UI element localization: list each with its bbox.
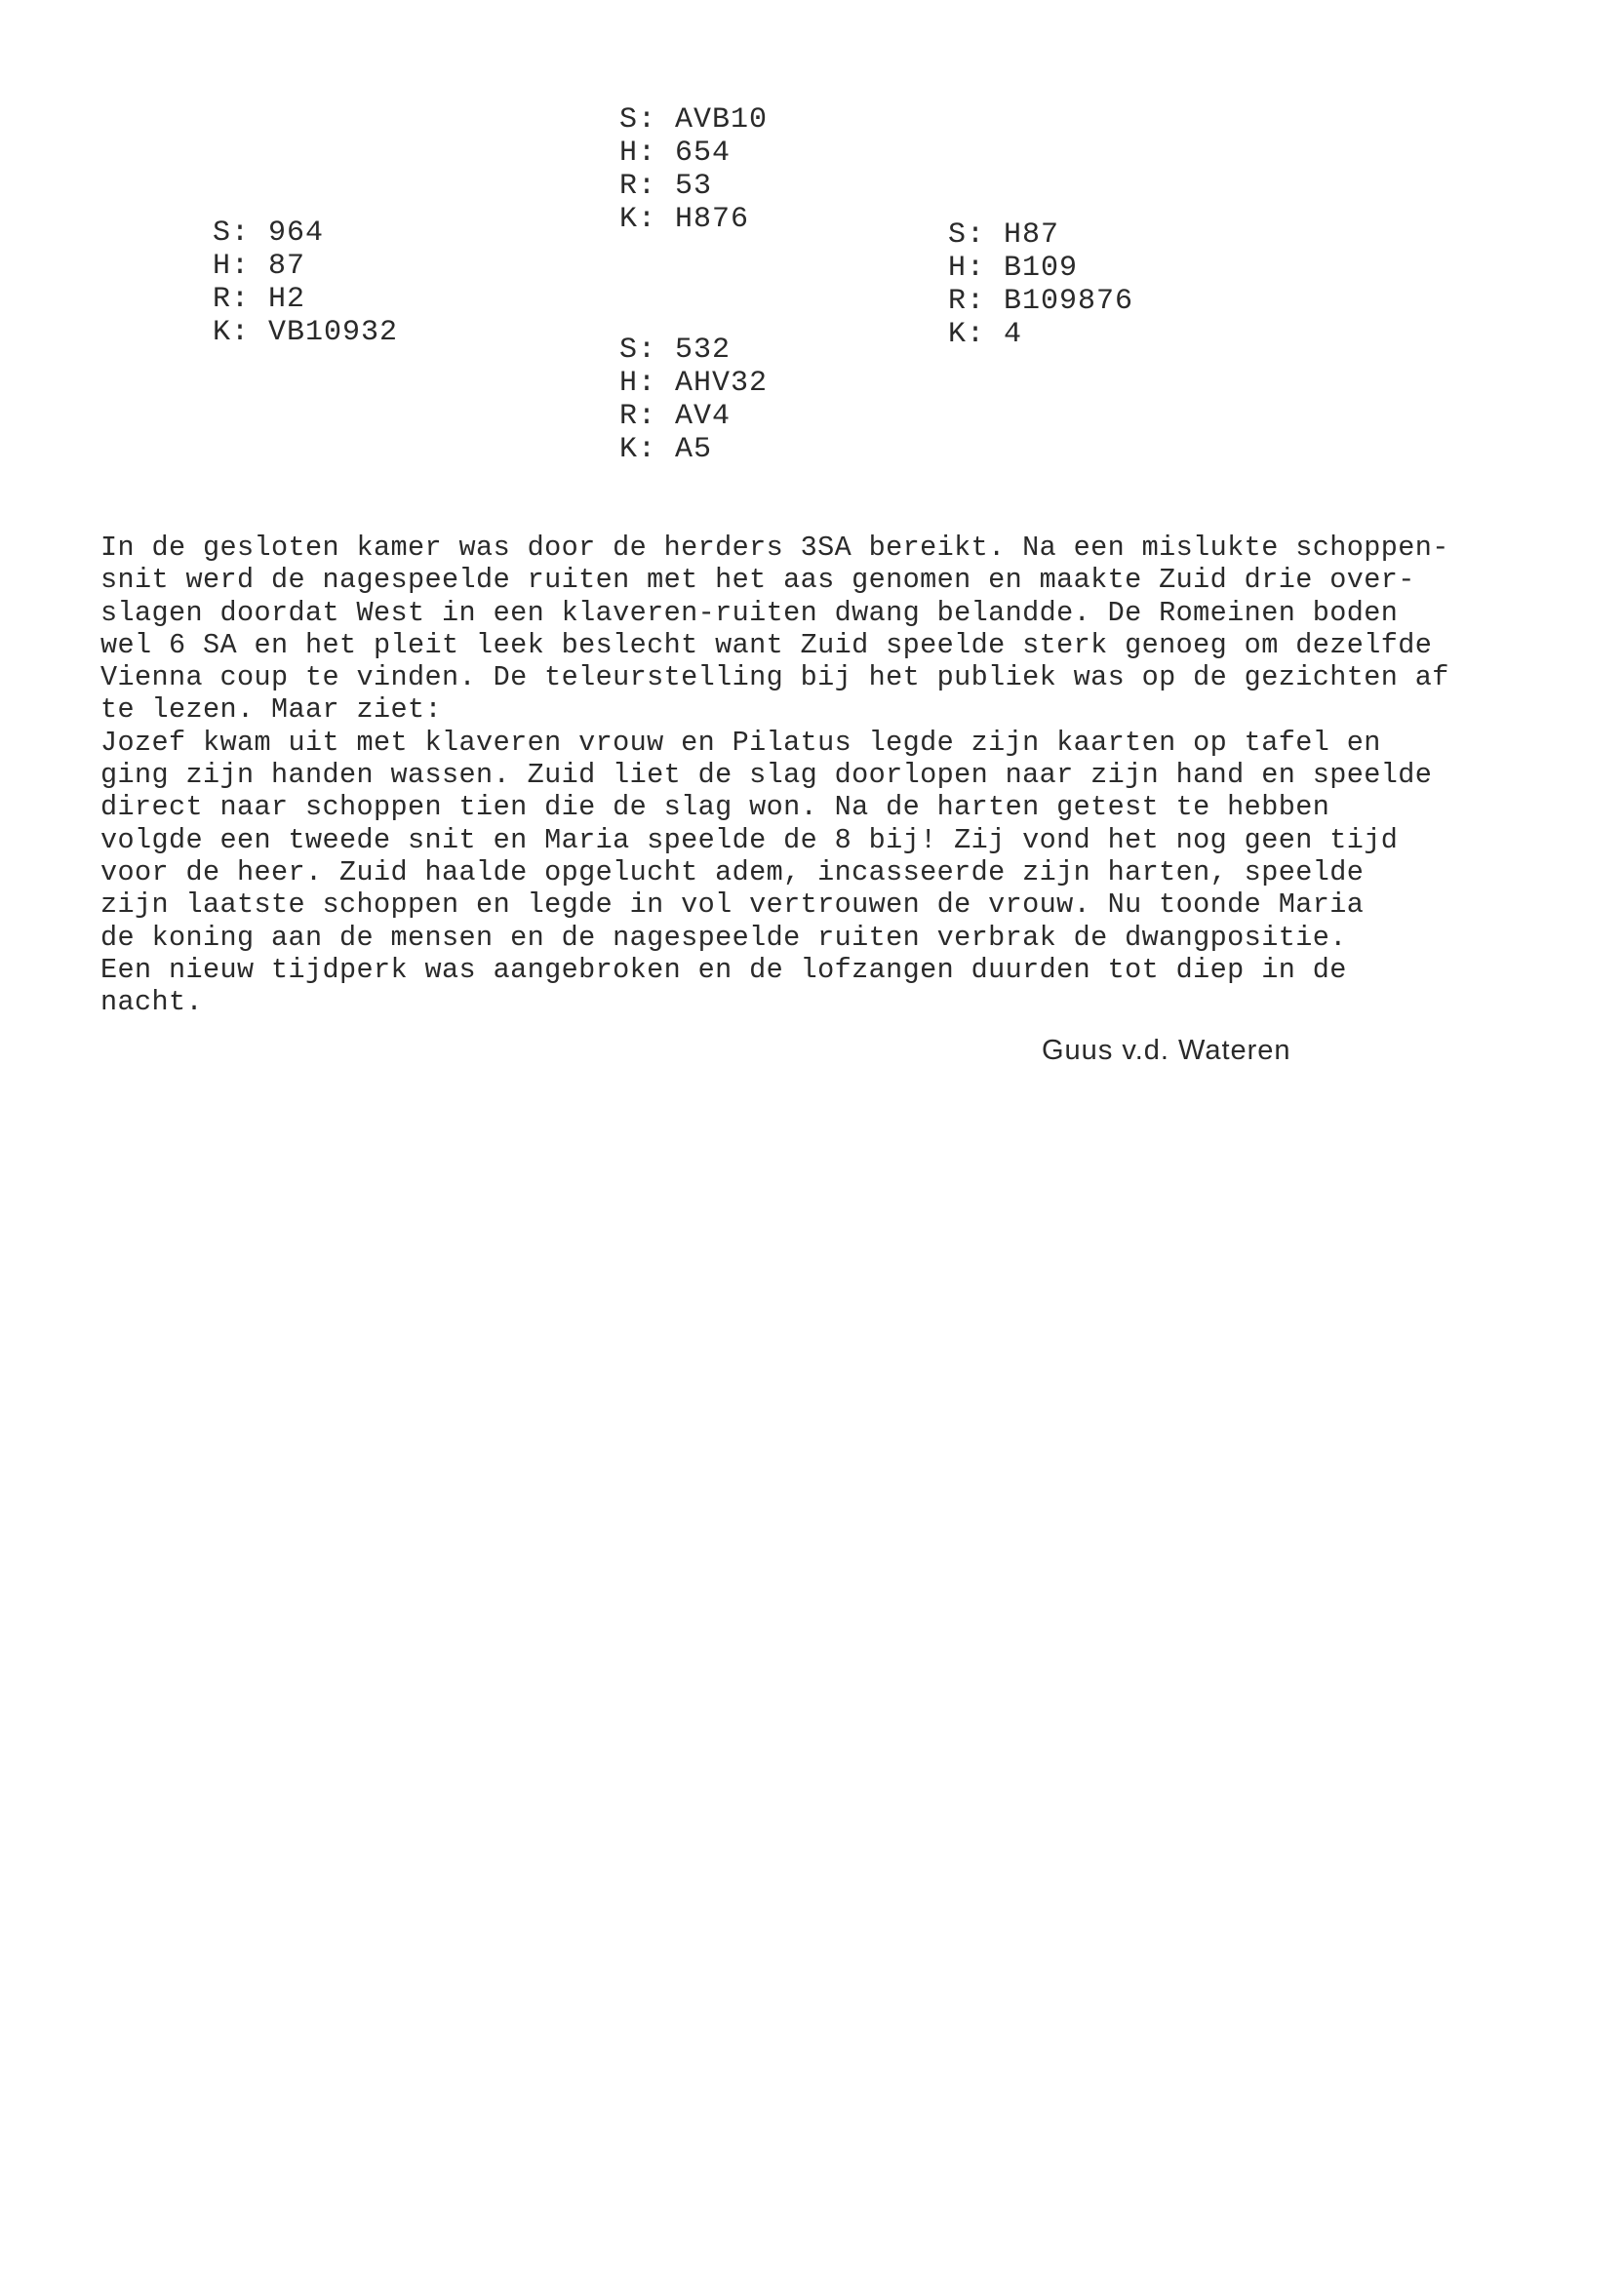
article-line: de koning aan de mensen en de nagespeelde ruiten verbrak de dwangpositie. — [100, 921, 1347, 954]
hand-north-diamonds: R: 53 — [619, 170, 713, 203]
article-line: snit werd de nagespeelde ruiten met het aas genomen en maakte Zuid drie over- — [100, 564, 1415, 597]
hand-south-hearts: H: AHV32 — [619, 367, 769, 400]
hand-west-clubs: K: VB10932 — [213, 316, 399, 349]
article-line: wel 6 SA en het pleit leek beslecht want Zuid speelde sterk genoeg om dezelfde — [100, 628, 1433, 661]
hand-west-spades: S: 964 — [213, 217, 325, 250]
hand-south-spades: S: 532 — [619, 334, 732, 367]
hand-north — [619, 103, 768, 236]
article-line: te lezen. Maar ziet: — [100, 693, 443, 727]
hand-east-hearts: H: B109 — [948, 252, 1079, 285]
hand-north-clubs: K: H876 — [619, 203, 750, 236]
hand-south-diamonds: R: AV4 — [619, 400, 732, 433]
hand-east-spades: S: H87 — [948, 218, 1060, 252]
article-line: nacht. — [100, 986, 204, 1019]
article-line: zijn laatste schoppen en legde in vol vertrouwen de vrouw. Nu toonde Maria — [100, 888, 1365, 922]
hand-south-clubs: K: A5 — [619, 433, 713, 466]
hand-north-spades: S: AVB10 — [619, 103, 769, 137]
article-line: Een nieuw tijdperk was aangebroken en de lofzangen duurden tot diep in de — [100, 953, 1347, 986]
hand-east-clubs: K: 4 — [948, 318, 1023, 351]
article-line: ging zijn handen wassen. Zuid liet de slag doorlopen naar zijn hand en speelde — [100, 759, 1433, 792]
hand-west-diamonds: R: H2 — [213, 283, 306, 316]
article-line: volgde een tweede snit en Maria speelde de 8 bij! Zij vond het nog geen tijd — [100, 823, 1399, 856]
hand-west — [213, 217, 398, 349]
hand-south — [619, 334, 768, 466]
hand-north-hearts: H: 654 — [619, 137, 732, 170]
article-line: slagen doordat West in een klaveren-ruiten dwang belandde. De Romeinen boden — [100, 596, 1399, 629]
article-body — [100, 532, 1564, 1018]
article-line: direct naar schoppen tien die de slag won. Na de harten getest te hebben — [100, 791, 1330, 824]
article-line: Jozef kwam uit met klaveren vrouw en Pilatus legde zijn kaarten op tafel en — [100, 726, 1381, 759]
hand-west-hearts: H: 87 — [213, 250, 306, 283]
hand-east — [948, 218, 1133, 351]
article-line: voor de heer. Zuid haalde opgelucht adem, incasseerde zijn harten, speelde — [100, 855, 1365, 888]
article-line: Vienna coup te vinden. De teleurstelling bij het publiek was op de gezichten af — [100, 661, 1449, 694]
article-line: In de gesloten kamer was door de herders 3SA bereikt. Na een mislukte schoppen- — [100, 532, 1449, 564]
hand-east-diamonds: R: B109876 — [948, 285, 1134, 318]
author-signature: Guus v.d. Wateren — [1042, 1035, 1291, 1066]
